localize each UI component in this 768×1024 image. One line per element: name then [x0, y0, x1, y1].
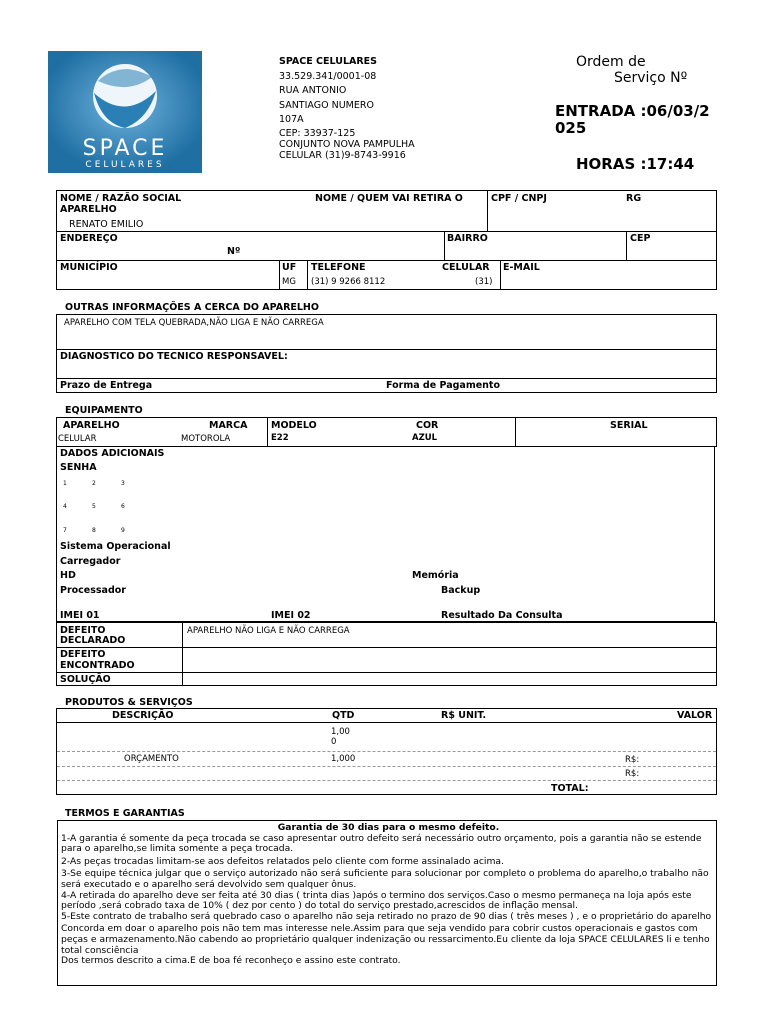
pattern-dot-5[interactable]: 5 [92, 503, 96, 510]
products-section [56, 708, 717, 795]
city-label: MUNICÍPIO [60, 262, 118, 273]
company-logo [48, 51, 202, 173]
declared-defect-value[interactable]: APARELHO NÃO LIGA E NÃO CARREGA [187, 626, 350, 636]
company-name: SPACE CELULARES [279, 56, 377, 67]
found-defect-label-1: DEFEITO [60, 649, 106, 660]
pattern-dot-2[interactable]: 2 [92, 480, 96, 487]
term-2: 2-As peças trocadas limitam-se aos defeitos relatados pelo cliente com forme assinalado acima. [61, 855, 504, 867]
phone-label: TELEFONE [311, 262, 366, 273]
equip-cor-label: COR [416, 420, 439, 431]
equip-marca-value[interactable]: MOTOROLA [181, 434, 231, 444]
row2-qty[interactable]: 1,000 [331, 754, 356, 764]
row3-price: R$: [625, 769, 640, 779]
entry-date-line2: 025 [555, 119, 587, 137]
company-cnpj: 33.529.341/0001-08 [279, 70, 377, 82]
defect-section [56, 622, 717, 686]
bairro-label: BAIRRO [447, 233, 488, 244]
company-phone: CELULAR (31)9-8743-9916 [279, 149, 406, 161]
term-3: 3-Se equipe técnica julgar que o serviço autorizado não será suficiente para solucionar por completo o problema do aparelho,o trabalho não será executado e o aparelho será devolvido sem qualquer ônus. [61, 868, 709, 890]
solution-label: SOLUÇÃO [60, 674, 111, 685]
declared-defect-label-1: DEFEITO [60, 625, 106, 636]
order-title-line1: Ordem de [576, 54, 646, 70]
logo-text: SPACE [82, 136, 168, 161]
uf-value[interactable]: MG [282, 277, 296, 287]
order-title-line2: Serviço Nº [614, 70, 688, 86]
client-section [56, 190, 717, 290]
row1-qty-line1[interactable]: 1,00 [331, 727, 350, 737]
row2-description[interactable]: ORÇAMENTO [124, 754, 179, 764]
additional-data-section [56, 446, 715, 622]
entry-date [555, 103, 710, 137]
consult-result-label: Resultado Da Consulta [441, 610, 563, 621]
phone-value[interactable]: (31) 9 9266 8112 [311, 277, 386, 287]
term-4: 4-A retirada do aparelho deve ser feita até 30 dias ( trinta dias )após o termino dos serviços.Caso o mesmo permaneça na loja após este período ,será cobrado taxa de 10% ( dez por cento ) do total do serviço prestado,acrescidos de inflação mensal. [61, 889, 692, 912]
company-address-1: RUA ANTONIO [279, 85, 347, 96]
os-label: Sistema Operacional [60, 541, 171, 552]
company-address-3: 107A [279, 114, 304, 125]
other-info-value[interactable]: APARELHO COM TELA QUEBRADA,NÃO LIGA E NÃO CARREGA [64, 318, 324, 328]
equip-cor-value[interactable]: AZUL [412, 433, 438, 443]
products-title: PRODUTOS & SERVIÇOS [65, 697, 193, 708]
term-1: 1-A garantia é somente da peça trocada se caso apresentar outro defeito será necessário outro orçamento, pois a garantia não se estende para o aparelho,se limita somente a peça trocada. [61, 832, 702, 855]
payment-label: Forma de Pagamento [386, 380, 500, 391]
deadline-label: Prazo de Entrega [60, 380, 153, 391]
processor-label: Processador [60, 585, 126, 596]
order-title [576, 54, 687, 86]
entry-time: HORAS :17:44 [576, 155, 695, 173]
equip-aparelho-value[interactable]: CELULAR [58, 434, 97, 444]
cep-label: CEP [630, 233, 651, 244]
terms-title: TERMOS E GARANTIAS [65, 808, 185, 819]
cell-label: CELULAR [442, 262, 490, 273]
email-label: E-MAIL [503, 262, 540, 273]
description-header: DESCRIÇÃO [112, 710, 174, 721]
company-info [279, 55, 415, 161]
imei1-label: IMEI 01 [60, 610, 100, 621]
company-district: CONJUNTO NOVA PAMPULHA [279, 138, 415, 150]
other-info-section [56, 314, 717, 393]
other-info-title: OUTRAS INFORMAÇÕES A CERCA DO APARELHO [65, 302, 319, 313]
diagnosis-label: DIAGNOSTICO DO TECNICO RESPONSAVEL: [60, 351, 288, 362]
cpf-label: CPF / CNPJ [491, 193, 547, 204]
pattern-dot-6[interactable]: 6 [121, 503, 125, 510]
term-5: 5-Este contrato de trabalho será quebrado caso o aparelho não seja retirado no prazo de 90 dias ( três meses ) , e o proprietário do aparelho [61, 910, 712, 922]
term-7: Dos termos descrito a cima.E de boa fé reconheço e assino este contrato. [61, 955, 401, 967]
backup-label: Backup [441, 585, 481, 596]
password-label: SENHA [60, 462, 97, 473]
pattern-dot-4[interactable]: 4 [63, 503, 67, 510]
pattern-dot-8[interactable]: 8 [92, 527, 96, 534]
equipment-header [56, 417, 717, 447]
row2-price: R$: [625, 755, 640, 765]
company-address-2: SANTIAGO NUMERO [279, 99, 374, 111]
found-defect-label-2: ENCONTRADO [60, 660, 135, 671]
memory-label: Memória [412, 570, 459, 581]
imei2-label: IMEI 02 [271, 610, 311, 621]
equipment-title: EQUIPAMENTO [65, 405, 143, 416]
value-header: VALOR [677, 710, 713, 721]
pattern-dot-9[interactable]: 9 [121, 527, 125, 534]
unit-price-header: R$ UNIT. [441, 710, 487, 721]
logo-subtext: CELULARES [85, 160, 165, 170]
term-6: Concorda em doar o aparelho pois não tem mas interesse nele.Assim para que seja vendido para cobrir custos operacionais e gastos com peças e armazenamento.Não cabendo ao proprietário qualquer indenização ou ressarcimento.Eu cliente da loja SPACE CELULARES li e tenho total consciência [61, 923, 710, 956]
uf-label: UF [282, 262, 297, 273]
pattern-dot-1[interactable]: 1 [63, 480, 67, 487]
cell-value[interactable]: (31) [475, 277, 493, 287]
charger-label: Carregador [60, 556, 121, 567]
equip-aparelho-label: APARELHO [63, 420, 120, 431]
qty-header: QTD [332, 710, 355, 721]
equip-modelo-value[interactable]: E22 [271, 433, 289, 443]
warranty-heading: Garantia de 30 dias para o mesmo defeito. [277, 822, 500, 833]
additional-data-label: DADOS ADICIONAIS [60, 448, 165, 459]
declared-defect-label-2: DECLARADO [60, 635, 126, 646]
entry-date-line1: ENTRADA :06/03/2 [555, 102, 710, 120]
pattern-dot-3[interactable]: 3 [121, 480, 125, 487]
row1-qty-line2[interactable]: 0 [331, 737, 337, 747]
hd-label: HD [60, 570, 76, 581]
terms-section [57, 820, 717, 986]
pattern-dot-7[interactable]: 7 [63, 527, 67, 534]
rg-label: RG [626, 193, 642, 204]
equip-marca-label: MARCA [209, 420, 248, 431]
equip-serial-label: SERIAL [610, 420, 648, 431]
company-cep: CEP: 33937-125 [279, 127, 356, 139]
total-label: TOTAL: [551, 783, 589, 794]
address-label: ENDEREÇO [60, 233, 118, 244]
client-name[interactable]: RENATO EMILIO [69, 219, 144, 230]
number-label: Nº [227, 246, 241, 257]
pickup-label: NOME / QUEM VAI RETIRA O [315, 193, 463, 204]
equip-modelo-label: MODELO [271, 420, 317, 431]
aparelho-label: APARELHO [60, 204, 117, 215]
name-label: NOME / RAZÃO SOCIAL [60, 193, 182, 204]
